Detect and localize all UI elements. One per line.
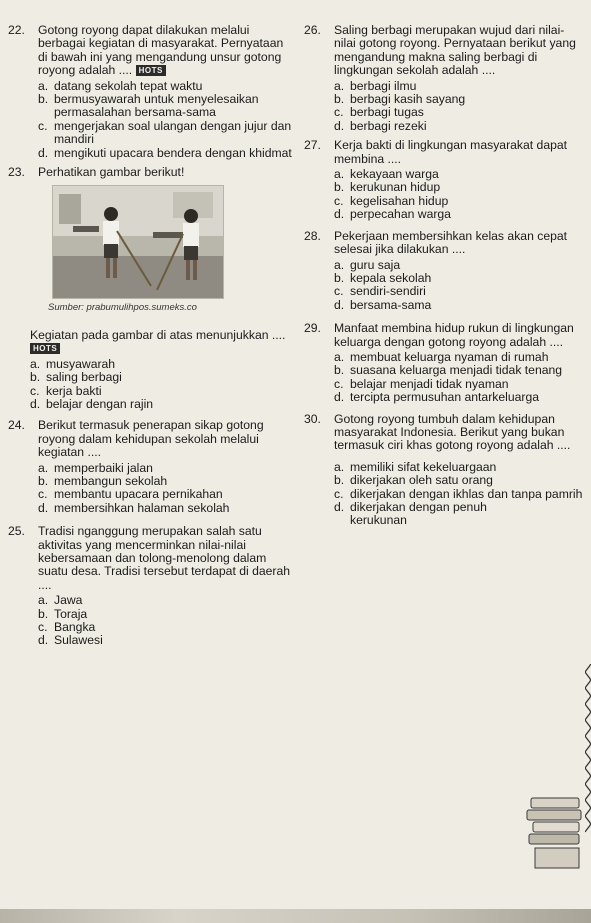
question-number: 30.: [304, 411, 321, 426]
question-24: [8, 419, 292, 515]
question-stem-continued: Kegiatan pada gambar di atas menunjukkan .... HOTS: [30, 327, 286, 354]
page-bottom-edge: [0, 909, 591, 923]
option-c[interactable]: c. kerja bakti: [30, 383, 102, 398]
left-column: [8, 24, 292, 648]
right-column: [304, 24, 584, 528]
option-d[interactable]: d. bersama-sama: [334, 297, 432, 312]
question-stem: Manfaat membina hidup rukun di lingkungan keluarga dengan gotong royong adalah ....: [334, 321, 574, 349]
question-number: 29.: [304, 321, 321, 336]
option-c[interactable]: c. dikerjakan dengan ikhlas dan tanpa pamrih: [334, 486, 583, 501]
question-30: [304, 413, 584, 528]
option-b[interactable]: b. kepala sekolah: [334, 270, 432, 285]
zigzag-border-decoration: [585, 664, 591, 834]
option-c[interactable]: c. sendiri-sendiri: [334, 284, 426, 299]
question-stem: Tradisi nganggung merupakan salah satu aktivitas yang mencerminkan nilai-nilai kebersamaan dan tolong-menolong dalam suatu desa. Tradisi tersebut terdapat di daerah ....: [38, 524, 291, 592]
question-stem: Kerja bakti di lingkungan masyarakat dapat membina ....: [334, 138, 568, 166]
option-list: [38, 80, 292, 160]
option-a[interactable]: a. musyawarah: [30, 356, 116, 371]
option-a[interactable]: a. membuat keluarga nyaman di rumah: [334, 349, 549, 364]
question-number: 25.: [8, 524, 25, 539]
question-26: [304, 24, 584, 133]
option-b[interactable]: b. bermusyawarah untuk menyelesaikan permasalahan bersama-sama: [38, 92, 259, 120]
question-number: 28.: [304, 228, 321, 243]
option-a[interactable]: a. berbagi ilmu: [334, 78, 417, 93]
option-d[interactable]: d. perpecahan warga: [334, 207, 451, 222]
option-b[interactable]: b. Toraja: [38, 606, 88, 621]
question-number: 26.: [304, 23, 321, 37]
option-a[interactable]: a. kekayaan warga: [334, 167, 439, 182]
option-c[interactable]: c. berbagi tugas: [334, 105, 424, 120]
question-number: 23.: [8, 165, 25, 180]
option-b[interactable]: b. dikerjakan oleh satu orang: [334, 473, 493, 488]
option-a[interactable]: a. datang sekolah tepat waktu: [38, 78, 203, 93]
question-25: [8, 525, 292, 648]
option-d[interactable]: d. belajar dengan rajin: [30, 396, 154, 411]
question-22: [8, 24, 292, 160]
option-d[interactable]: d. Sulawesi: [38, 633, 103, 648]
option-d[interactable]: d. tercipta permusuhan antarkeluarga: [334, 390, 540, 405]
option-list: [334, 461, 584, 528]
question-stem: Perhatikan gambar berikut!: [38, 165, 185, 180]
option-c[interactable]: c. kegelisahan hidup: [334, 193, 449, 208]
option-list: [334, 80, 584, 134]
classroom-cleaning-photo: [52, 185, 224, 299]
option-c[interactable]: c. belajar menjadi tidak nyaman: [334, 376, 509, 391]
question-28: [304, 230, 584, 312]
option-a[interactable]: a. Jawa: [38, 593, 83, 608]
books-stack-icon: [525, 792, 585, 872]
question-29: [304, 322, 584, 404]
option-b[interactable]: b. saling berbagi: [30, 370, 122, 385]
hots-badge: HOTS: [30, 343, 60, 354]
question-stem: Gotong royong tumbuh dalam kehidupan masyarakat Indonesia. Berikut yang bukan termasuk ciri khas gotong royong adalah ....: [334, 411, 571, 453]
hots-badge: HOTS: [136, 65, 166, 76]
question-stem: Berikut termasuk penerapan sikap gotong royong dalam kehidupan sekolah melalui kegiatan ....: [38, 418, 264, 460]
question-stem: Pekerjaan membersihkan kelas akan cepat selesai jika dilakukan ....: [334, 228, 568, 257]
option-list: [38, 594, 292, 648]
option-d[interactable]: d. dikerjakan dengan penuh kerukunan: [334, 500, 487, 528]
photo-illustration: [53, 186, 223, 298]
option-a[interactable]: a. guru saja: [334, 257, 401, 272]
option-c[interactable]: c. Bangka: [38, 620, 96, 634]
question-stem: Saling berbagi merupakan wujud dari nilai-nilai gotong royong. Pernyataan berikut yang mengandung makna saling berbagi di lingkungan sekolah adalah ....: [334, 23, 576, 78]
question-number: 27.: [304, 138, 321, 153]
option-a[interactable]: a. memperbaiki jalan: [38, 460, 153, 475]
option-d[interactable]: d. membersihkan halaman sekolah: [38, 500, 230, 515]
question-stem: Gotong royong dapat dilakukan melalui berbagai kegiatan di masyarakat. Pernyataan di bawah ini yang mengandung unsur gotong royong adalah .... HOTS: [38, 23, 284, 78]
question-23: [8, 166, 292, 411]
option-b[interactable]: b. kerukunan hidup: [334, 180, 441, 195]
question-number: 24.: [8, 418, 25, 433]
question-27: [304, 139, 584, 221]
option-b[interactable]: b. membangun sekolah: [38, 473, 168, 488]
option-b[interactable]: b. suasana keluarga menjadi tidak tenang: [334, 363, 563, 378]
option-c[interactable]: c. membantu upacara pernikahan: [38, 487, 223, 502]
question-number: 22.: [8, 23, 25, 37]
option-list: [334, 259, 584, 313]
option-list: [334, 351, 584, 405]
option-list: [334, 168, 584, 222]
option-b[interactable]: b. berbagi kasih sayang: [334, 92, 466, 107]
option-list: [30, 358, 292, 412]
option-d[interactable]: d. mengikuti upacara bendera dengan khidmat: [38, 145, 292, 160]
option-list: [38, 462, 292, 516]
option-a[interactable]: a. memiliki sifat kekeluargaan: [334, 459, 497, 474]
photo-caption: Sumber: prabumulihpos.sumeks.co: [48, 302, 197, 314]
option-d[interactable]: d. berbagi rezeki: [334, 118, 427, 133]
option-c[interactable]: c. mengerjakan soal ulangan dengan jujur dan mandiri: [38, 118, 292, 147]
